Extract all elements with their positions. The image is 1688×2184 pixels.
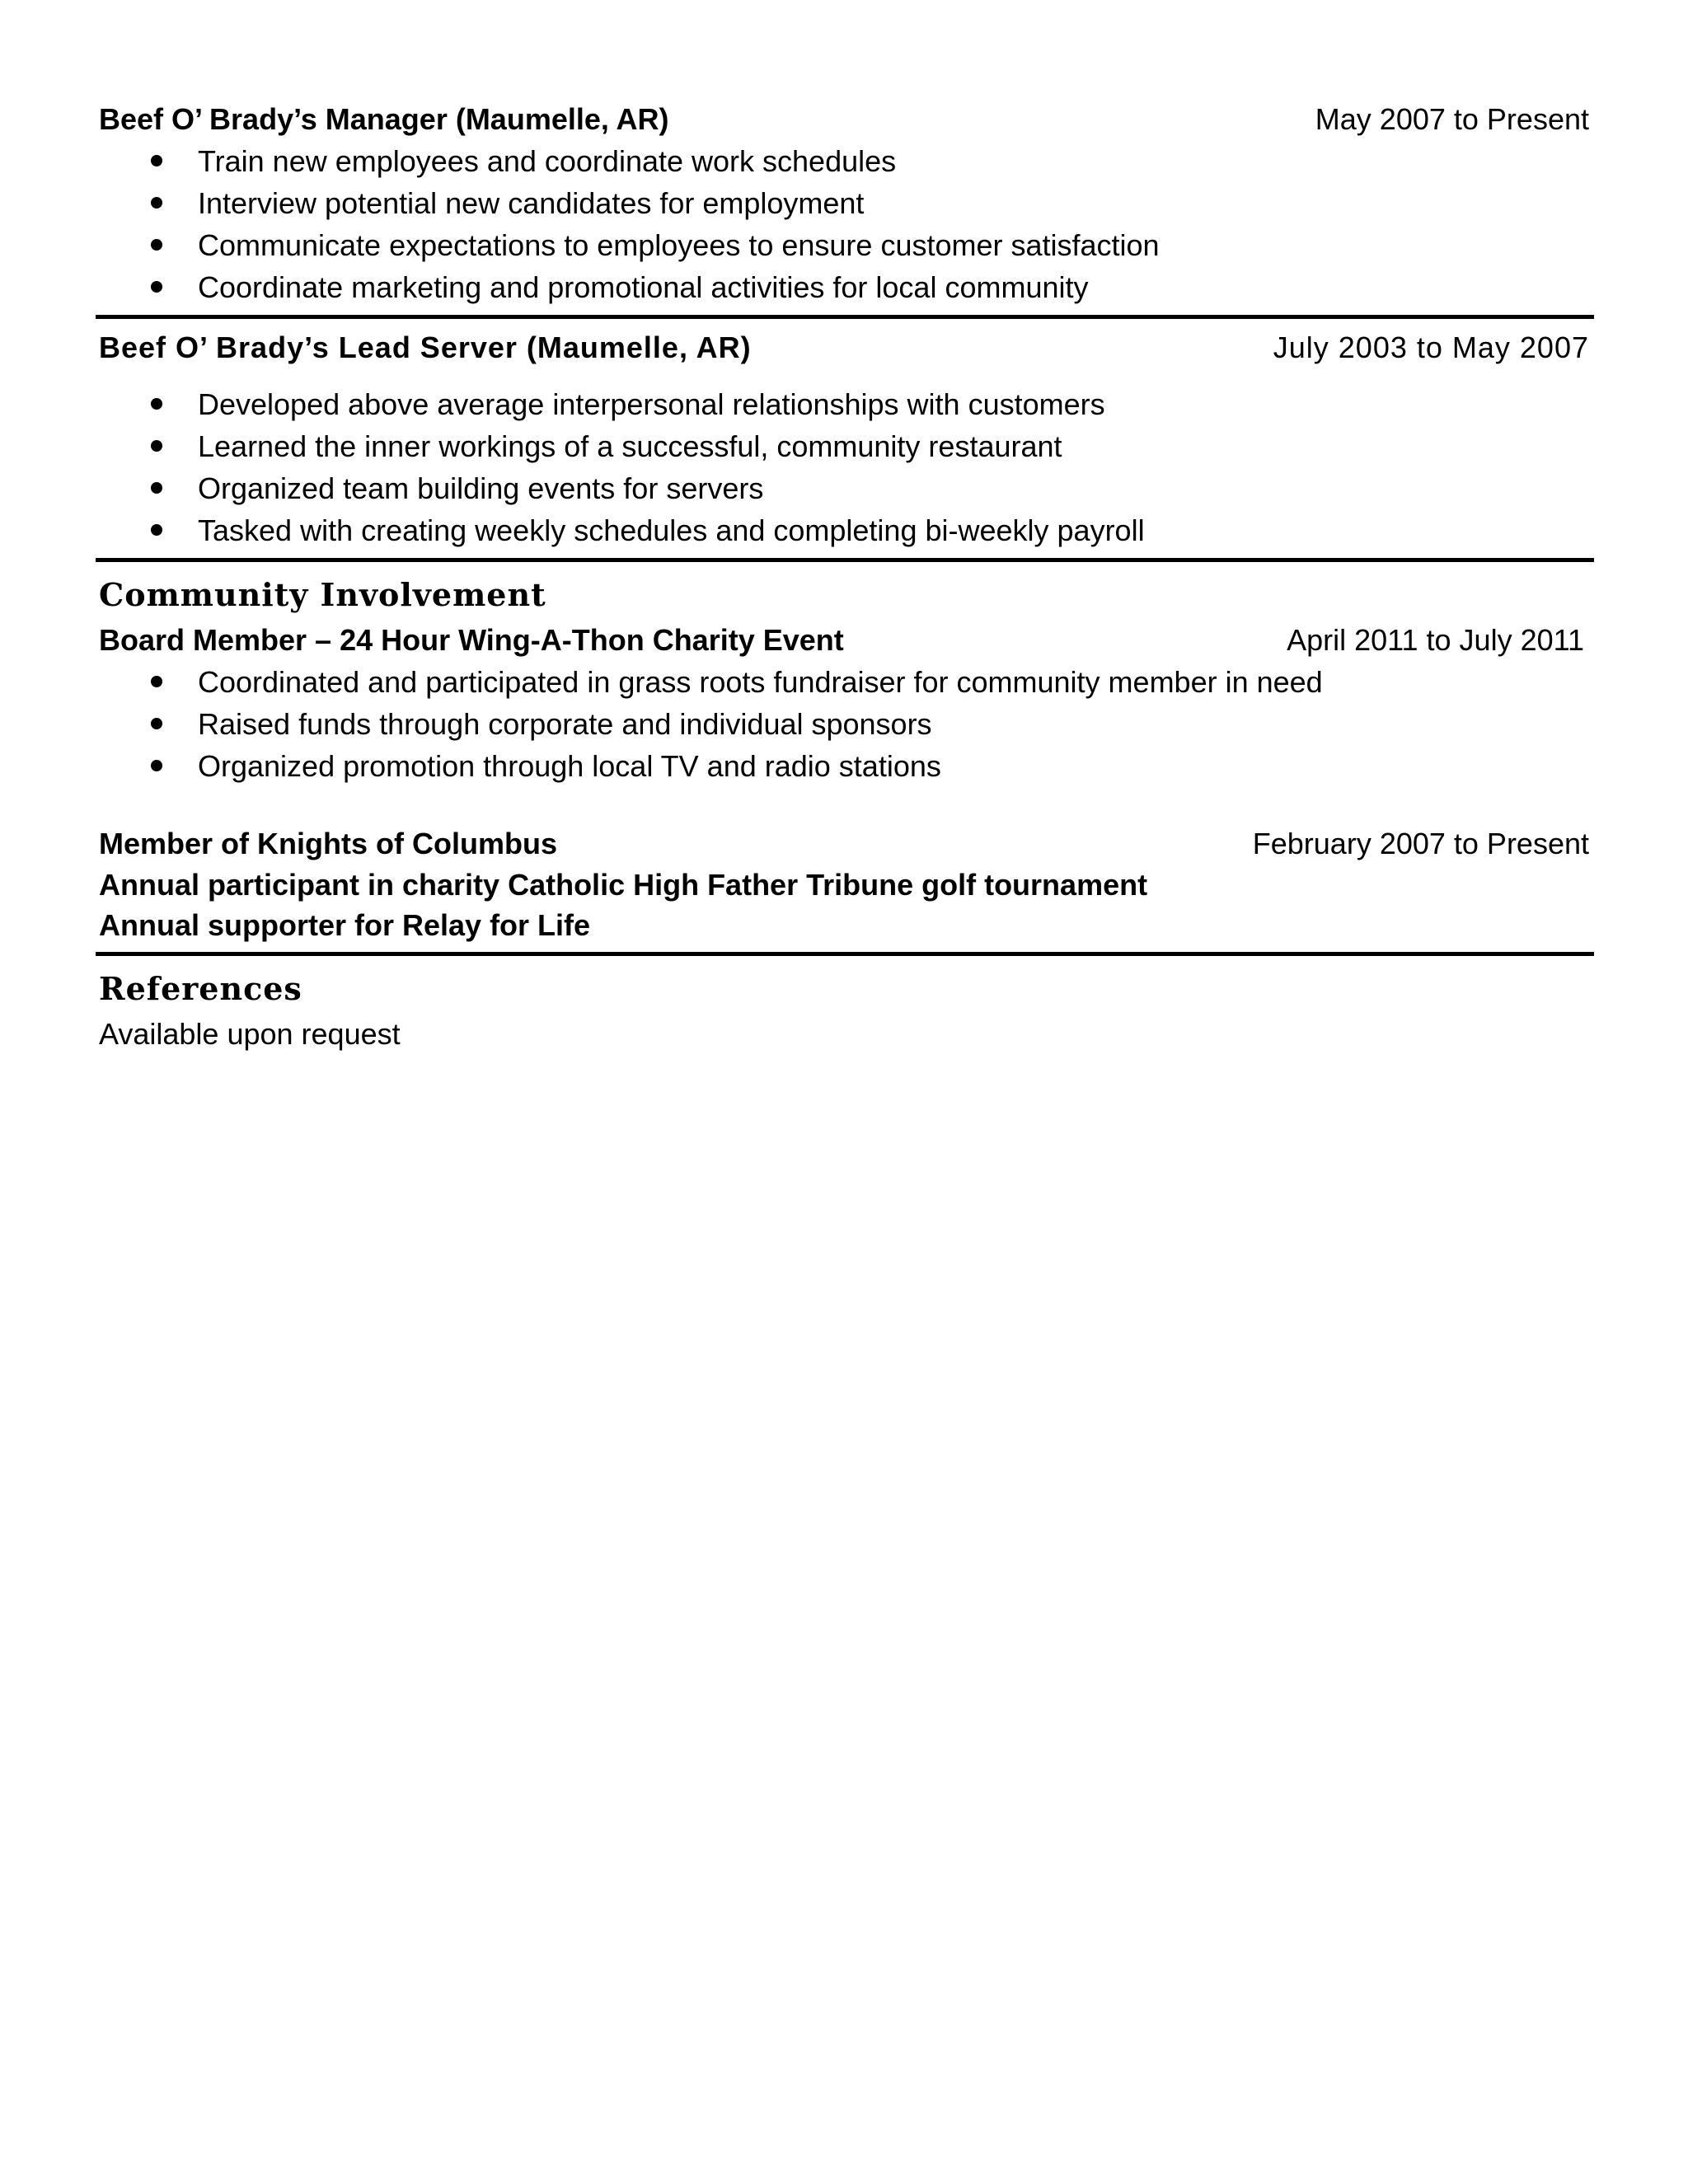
role-title: Board Member – 24 Hour Wing-A-Thon Charity Event <box>99 623 844 657</box>
role-title: Member of Knights of Columbus <box>99 827 557 860</box>
spacer <box>99 787 1592 823</box>
job-bullets <box>99 140 1592 308</box>
job-title: Beef O’ Brady’s Manager (Maumelle, AR) <box>99 102 669 136</box>
job-title: Beef O’ Brady’s Lead Server (Maumelle, AR) <box>99 330 752 364</box>
bullet-icon <box>151 440 162 452</box>
section-heading-community: Community Involvement <box>99 576 546 613</box>
bullet-icon <box>151 760 162 771</box>
list-item: Coordinate marketing and promotional activities for local community <box>99 266 1592 308</box>
job-header-lead-server <box>99 327 1592 368</box>
list-item: Tasked with creating weekly schedules and completing bi-weekly payroll <box>99 509 1592 551</box>
list-item: Interview potential new candidates for employment <box>99 182 1592 224</box>
section-divider <box>96 952 1594 956</box>
list-item: Learned the inner workings of a successful, community restaurant <box>99 425 1592 467</box>
board-member-header <box>99 620 1592 661</box>
bullet-icon <box>151 524 162 536</box>
role-dates: February 2007 to Present <box>1252 827 1589 860</box>
board-bullets <box>99 661 1592 787</box>
bullet-icon <box>151 281 162 293</box>
references-text: Available upon request <box>99 1017 401 1051</box>
list-item: Communicate expectations to employees to ensure customer satisfaction <box>99 224 1592 266</box>
bullet-icon <box>151 398 162 410</box>
bullet-icon <box>151 197 162 209</box>
knights-header <box>99 823 1592 865</box>
bullet-icon <box>151 718 162 729</box>
list-item: Coordinated and participated in grass roots fundraiser for community member in need <box>99 661 1592 703</box>
bullet-icon <box>151 676 162 687</box>
role-dates: April 2011 to July 2011 <box>1287 623 1584 657</box>
list-item: Train new employees and coordinate work schedules <box>99 140 1592 182</box>
bullet-icon <box>151 155 162 166</box>
section-heading-references: References <box>99 970 302 1007</box>
job-header-manager <box>99 99 1592 140</box>
job-dates: May 2007 to Present <box>1315 102 1589 136</box>
section-divider <box>96 315 1594 319</box>
community-line: Annual supporter for Relay for Life <box>99 908 591 942</box>
list-item: Organized team building events for servers <box>99 467 1592 509</box>
job-dates: July 2003 to May 2007 <box>1273 330 1589 364</box>
list-item: Raised funds through corporate and individual sponsors <box>99 703 1592 745</box>
resume-page <box>99 99 1592 1055</box>
bullet-icon <box>151 239 162 251</box>
spacer <box>99 368 1592 383</box>
list-item: Developed above average interpersonal relationships with customers <box>99 383 1592 425</box>
list-item: Organized promotion through local TV and radio stations <box>99 745 1592 787</box>
community-line: Annual participant in charity Catholic High Father Tribune golf tournament <box>99 868 1148 902</box>
section-divider <box>96 558 1594 562</box>
job-bullets <box>99 383 1592 551</box>
bullet-icon <box>151 482 162 494</box>
